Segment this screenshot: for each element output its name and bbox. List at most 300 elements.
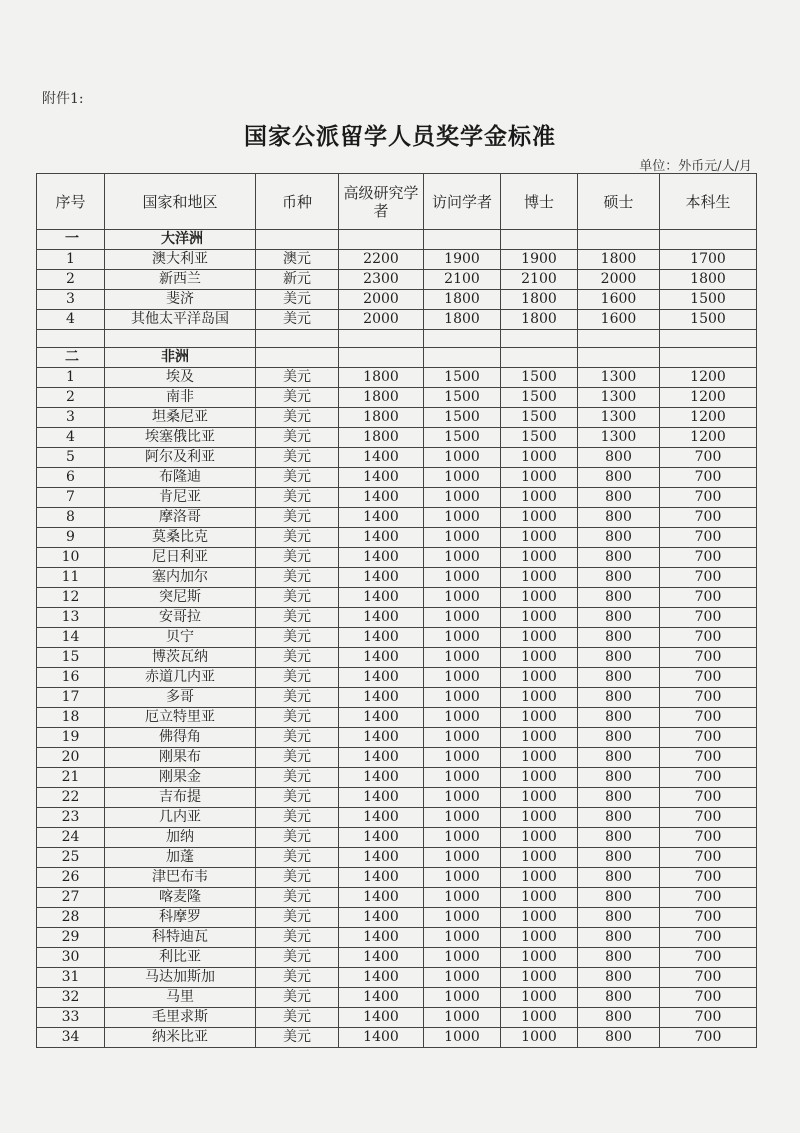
row-no: 17 xyxy=(37,688,105,708)
row-senior-scholar: 1400 xyxy=(339,728,424,748)
row-phd: 1000 xyxy=(501,708,578,728)
row-country: 津巴布韦 xyxy=(105,868,256,888)
row-visiting-scholar: 1000 xyxy=(424,948,501,968)
row-country: 阿尔及利亚 xyxy=(105,448,256,468)
table-row xyxy=(37,368,757,388)
row-currency: 美元 xyxy=(256,528,339,548)
row-undergrad: 1500 xyxy=(660,290,757,310)
row-currency: 美元 xyxy=(256,388,339,408)
row-currency: 美元 xyxy=(256,988,339,1008)
row-phd: 1000 xyxy=(501,468,578,488)
row-visiting-scholar: 1000 xyxy=(424,868,501,888)
row-no: 3 xyxy=(37,290,105,310)
row-undergrad: 1200 xyxy=(660,368,757,388)
row-senior-scholar: 1400 xyxy=(339,748,424,768)
row-undergrad: 700 xyxy=(660,628,757,648)
row-master: 800 xyxy=(578,468,660,488)
row-currency: 美元 xyxy=(256,728,339,748)
row-undergrad: 700 xyxy=(660,728,757,748)
row-country: 加纳 xyxy=(105,828,256,848)
row-visiting-scholar: 1000 xyxy=(424,568,501,588)
row-visiting-scholar: 1000 xyxy=(424,708,501,728)
empty-cell xyxy=(339,330,424,348)
table-row xyxy=(37,588,757,608)
row-phd: 1500 xyxy=(501,428,578,448)
empty-cell xyxy=(256,348,339,368)
row-no: 28 xyxy=(37,908,105,928)
row-undergrad: 700 xyxy=(660,668,757,688)
row-visiting-scholar: 1000 xyxy=(424,768,501,788)
row-senior-scholar: 1400 xyxy=(339,448,424,468)
table-row xyxy=(37,528,757,548)
empty-cell xyxy=(339,348,424,368)
row-master: 1600 xyxy=(578,290,660,310)
row-master: 800 xyxy=(578,728,660,748)
row-country: 南非 xyxy=(105,388,256,408)
row-no: 23 xyxy=(37,808,105,828)
row-master: 800 xyxy=(578,528,660,548)
row-country: 佛得角 xyxy=(105,728,256,748)
section-number: 二 xyxy=(37,348,105,368)
row-currency: 美元 xyxy=(256,488,339,508)
table-body xyxy=(37,230,757,1048)
row-currency: 美元 xyxy=(256,408,339,428)
row-currency: 美元 xyxy=(256,968,339,988)
row-senior-scholar: 1400 xyxy=(339,508,424,528)
row-phd: 1000 xyxy=(501,488,578,508)
row-undergrad: 700 xyxy=(660,588,757,608)
row-no: 22 xyxy=(37,788,105,808)
row-undergrad: 700 xyxy=(660,448,757,468)
row-undergrad: 700 xyxy=(660,528,757,548)
row-no: 8 xyxy=(37,508,105,528)
row-no: 18 xyxy=(37,708,105,728)
row-senior-scholar: 1400 xyxy=(339,708,424,728)
row-master: 1300 xyxy=(578,368,660,388)
row-undergrad: 700 xyxy=(660,768,757,788)
row-master: 800 xyxy=(578,748,660,768)
row-senior-scholar: 1400 xyxy=(339,888,424,908)
table-row xyxy=(37,948,757,968)
row-master: 800 xyxy=(578,868,660,888)
scholarship-table xyxy=(36,173,757,1048)
col-header-master: 硕士 xyxy=(578,174,660,230)
row-currency: 美元 xyxy=(256,548,339,568)
row-visiting-scholar: 1000 xyxy=(424,1008,501,1028)
row-no: 4 xyxy=(37,428,105,448)
row-master: 800 xyxy=(578,908,660,928)
row-visiting-scholar: 1000 xyxy=(424,648,501,668)
row-senior-scholar: 2200 xyxy=(339,250,424,270)
row-phd: 1000 xyxy=(501,948,578,968)
row-master: 1300 xyxy=(578,388,660,408)
row-country: 马里 xyxy=(105,988,256,1008)
row-currency: 美元 xyxy=(256,368,339,388)
row-country: 塞内加尔 xyxy=(105,568,256,588)
row-senior-scholar: 1400 xyxy=(339,608,424,628)
row-country: 马达加斯加 xyxy=(105,968,256,988)
row-phd: 1500 xyxy=(501,408,578,428)
row-phd: 1500 xyxy=(501,368,578,388)
row-no: 30 xyxy=(37,948,105,968)
row-phd: 1000 xyxy=(501,928,578,948)
table-row xyxy=(37,648,757,668)
row-currency: 美元 xyxy=(256,748,339,768)
row-undergrad: 700 xyxy=(660,468,757,488)
row-no: 4 xyxy=(37,310,105,330)
row-no: 27 xyxy=(37,888,105,908)
table-row xyxy=(37,468,757,488)
row-phd: 1800 xyxy=(501,310,578,330)
row-visiting-scholar: 1000 xyxy=(424,488,501,508)
row-undergrad: 700 xyxy=(660,908,757,928)
row-undergrad: 700 xyxy=(660,568,757,588)
row-currency: 美元 xyxy=(256,928,339,948)
row-currency: 美元 xyxy=(256,468,339,488)
row-undergrad: 1200 xyxy=(660,408,757,428)
table-row xyxy=(37,608,757,628)
row-phd: 1000 xyxy=(501,848,578,868)
row-master: 800 xyxy=(578,488,660,508)
row-currency: 美元 xyxy=(256,768,339,788)
table-row xyxy=(37,788,757,808)
row-master: 800 xyxy=(578,768,660,788)
row-senior-scholar: 1400 xyxy=(339,528,424,548)
table-row xyxy=(37,808,757,828)
section-row xyxy=(37,348,757,368)
row-senior-scholar: 1400 xyxy=(339,668,424,688)
table-row xyxy=(37,968,757,988)
row-no: 7 xyxy=(37,488,105,508)
row-senior-scholar: 1400 xyxy=(339,548,424,568)
row-no: 10 xyxy=(37,548,105,568)
table-row xyxy=(37,388,757,408)
row-undergrad: 1800 xyxy=(660,270,757,290)
row-undergrad: 700 xyxy=(660,488,757,508)
row-no: 11 xyxy=(37,568,105,588)
row-phd: 1000 xyxy=(501,608,578,628)
row-country: 布隆迪 xyxy=(105,468,256,488)
row-visiting-scholar: 1000 xyxy=(424,1028,501,1048)
row-currency: 美元 xyxy=(256,868,339,888)
row-currency: 美元 xyxy=(256,310,339,330)
row-country: 毛里求斯 xyxy=(105,1008,256,1028)
row-undergrad: 700 xyxy=(660,608,757,628)
row-visiting-scholar: 1000 xyxy=(424,608,501,628)
row-senior-scholar: 1400 xyxy=(339,868,424,888)
row-master: 800 xyxy=(578,548,660,568)
table-header-row xyxy=(37,174,757,230)
row-no: 1 xyxy=(37,368,105,388)
row-master: 800 xyxy=(578,1028,660,1048)
row-undergrad: 700 xyxy=(660,688,757,708)
row-undergrad: 700 xyxy=(660,928,757,948)
row-master: 800 xyxy=(578,888,660,908)
row-phd: 1000 xyxy=(501,668,578,688)
row-no: 14 xyxy=(37,628,105,648)
row-country: 喀麦隆 xyxy=(105,888,256,908)
row-master: 800 xyxy=(578,508,660,528)
empty-cell xyxy=(424,330,501,348)
col-header-currency: 币种 xyxy=(256,174,339,230)
row-country: 利比亚 xyxy=(105,948,256,968)
row-visiting-scholar: 1000 xyxy=(424,928,501,948)
row-country: 厄立特里亚 xyxy=(105,708,256,728)
row-senior-scholar: 1400 xyxy=(339,1008,424,1028)
row-visiting-scholar: 1500 xyxy=(424,408,501,428)
row-undergrad: 700 xyxy=(660,968,757,988)
row-senior-scholar: 1400 xyxy=(339,948,424,968)
row-senior-scholar: 1400 xyxy=(339,988,424,1008)
row-undergrad: 700 xyxy=(660,708,757,728)
row-phd: 1000 xyxy=(501,968,578,988)
row-undergrad: 700 xyxy=(660,648,757,668)
row-senior-scholar: 1400 xyxy=(339,788,424,808)
row-master: 1800 xyxy=(578,250,660,270)
row-no: 15 xyxy=(37,648,105,668)
empty-cell xyxy=(501,330,578,348)
table-row xyxy=(37,250,757,270)
row-undergrad: 700 xyxy=(660,508,757,528)
empty-cell xyxy=(660,330,757,348)
row-phd: 1000 xyxy=(501,528,578,548)
row-visiting-scholar: 1000 xyxy=(424,688,501,708)
row-visiting-scholar: 1000 xyxy=(424,628,501,648)
empty-cell xyxy=(256,330,339,348)
row-currency: 美元 xyxy=(256,1008,339,1028)
table-row xyxy=(37,310,757,330)
col-header-country: 国家和地区 xyxy=(105,174,256,230)
row-phd: 1000 xyxy=(501,508,578,528)
row-currency: 美元 xyxy=(256,908,339,928)
table-row xyxy=(37,408,757,428)
row-currency: 美元 xyxy=(256,888,339,908)
row-master: 2000 xyxy=(578,270,660,290)
row-phd: 1900 xyxy=(501,250,578,270)
table-row xyxy=(37,428,757,448)
row-senior-scholar: 1800 xyxy=(339,388,424,408)
row-phd: 1000 xyxy=(501,868,578,888)
table-row xyxy=(37,928,757,948)
row-country: 纳米比亚 xyxy=(105,1028,256,1048)
row-senior-scholar: 1400 xyxy=(339,628,424,648)
table-row xyxy=(37,548,757,568)
row-no: 13 xyxy=(37,608,105,628)
row-currency: 美元 xyxy=(256,808,339,828)
row-currency: 美元 xyxy=(256,568,339,588)
row-no: 26 xyxy=(37,868,105,888)
row-senior-scholar: 1400 xyxy=(339,928,424,948)
row-no: 25 xyxy=(37,848,105,868)
row-phd: 1000 xyxy=(501,768,578,788)
table-row xyxy=(37,868,757,888)
row-senior-scholar: 1400 xyxy=(339,688,424,708)
row-senior-scholar: 1400 xyxy=(339,1028,424,1048)
row-master: 800 xyxy=(578,448,660,468)
table-row xyxy=(37,768,757,788)
row-no: 24 xyxy=(37,828,105,848)
row-visiting-scholar: 1000 xyxy=(424,668,501,688)
row-country: 吉布提 xyxy=(105,788,256,808)
table-row xyxy=(37,848,757,868)
row-master: 800 xyxy=(578,1008,660,1028)
row-undergrad: 1500 xyxy=(660,310,757,330)
row-phd: 1000 xyxy=(501,728,578,748)
row-currency: 美元 xyxy=(256,448,339,468)
row-senior-scholar: 1400 xyxy=(339,968,424,988)
row-phd: 1000 xyxy=(501,908,578,928)
table-row xyxy=(37,290,757,310)
row-master: 800 xyxy=(578,788,660,808)
table-row xyxy=(37,728,757,748)
row-visiting-scholar: 1500 xyxy=(424,428,501,448)
row-visiting-scholar: 1000 xyxy=(424,448,501,468)
row-phd: 1000 xyxy=(501,888,578,908)
empty-cell xyxy=(660,230,757,250)
row-master: 800 xyxy=(578,848,660,868)
row-no: 19 xyxy=(37,728,105,748)
row-currency: 美元 xyxy=(256,628,339,648)
row-senior-scholar: 1400 xyxy=(339,848,424,868)
row-senior-scholar: 2300 xyxy=(339,270,424,290)
row-senior-scholar: 1800 xyxy=(339,408,424,428)
row-visiting-scholar: 1000 xyxy=(424,788,501,808)
row-no: 21 xyxy=(37,768,105,788)
row-visiting-scholar: 1000 xyxy=(424,468,501,488)
row-phd: 1000 xyxy=(501,548,578,568)
row-undergrad: 700 xyxy=(660,748,757,768)
row-currency: 美元 xyxy=(256,668,339,688)
empty-cell xyxy=(578,230,660,250)
empty-cell xyxy=(578,330,660,348)
empty-cell xyxy=(256,230,339,250)
row-no: 6 xyxy=(37,468,105,488)
row-country: 肯尼亚 xyxy=(105,488,256,508)
row-master: 800 xyxy=(578,668,660,688)
row-currency: 美元 xyxy=(256,648,339,668)
row-no: 31 xyxy=(37,968,105,988)
row-undergrad: 700 xyxy=(660,788,757,808)
row-undergrad: 700 xyxy=(660,1008,757,1028)
row-country: 刚果金 xyxy=(105,768,256,788)
row-master: 800 xyxy=(578,708,660,728)
empty-cell xyxy=(424,348,501,368)
row-currency: 美元 xyxy=(256,848,339,868)
section-number: 一 xyxy=(37,230,105,250)
row-phd: 1000 xyxy=(501,988,578,1008)
row-no: 20 xyxy=(37,748,105,768)
row-country: 刚果布 xyxy=(105,748,256,768)
row-senior-scholar: 1400 xyxy=(339,648,424,668)
row-visiting-scholar: 1000 xyxy=(424,968,501,988)
row-senior-scholar: 1400 xyxy=(339,588,424,608)
row-currency: 美元 xyxy=(256,290,339,310)
table-row xyxy=(37,988,757,1008)
row-no: 29 xyxy=(37,928,105,948)
row-country: 几内亚 xyxy=(105,808,256,828)
empty-cell xyxy=(37,330,105,348)
col-header-undergrad: 本科生 xyxy=(660,174,757,230)
row-master: 800 xyxy=(578,628,660,648)
row-undergrad: 700 xyxy=(660,948,757,968)
row-country: 科特迪瓦 xyxy=(105,928,256,948)
section-row xyxy=(37,230,757,250)
row-country: 莫桑比克 xyxy=(105,528,256,548)
row-master: 800 xyxy=(578,948,660,968)
row-country: 贝宁 xyxy=(105,628,256,648)
row-visiting-scholar: 1000 xyxy=(424,728,501,748)
row-country: 新西兰 xyxy=(105,270,256,290)
row-master: 800 xyxy=(578,988,660,1008)
row-visiting-scholar: 1000 xyxy=(424,888,501,908)
row-master: 800 xyxy=(578,648,660,668)
row-phd: 1000 xyxy=(501,448,578,468)
row-visiting-scholar: 1000 xyxy=(424,528,501,548)
empty-cell xyxy=(501,348,578,368)
row-phd: 1000 xyxy=(501,828,578,848)
table-row xyxy=(37,508,757,528)
row-visiting-scholar: 1000 xyxy=(424,548,501,568)
empty-cell xyxy=(501,230,578,250)
row-phd: 1800 xyxy=(501,290,578,310)
row-currency: 美元 xyxy=(256,708,339,728)
row-currency: 美元 xyxy=(256,688,339,708)
row-master: 800 xyxy=(578,968,660,988)
row-country: 安哥拉 xyxy=(105,608,256,628)
row-phd: 1000 xyxy=(501,1008,578,1028)
attachment-label: 附件1: xyxy=(42,91,84,107)
table-row xyxy=(37,628,757,648)
table-row xyxy=(37,888,757,908)
table-row xyxy=(37,488,757,508)
row-undergrad: 700 xyxy=(660,808,757,828)
table-row xyxy=(37,708,757,728)
row-senior-scholar: 1800 xyxy=(339,428,424,448)
document-title: 国家公派留学人员奖学金标准 xyxy=(244,123,556,150)
row-undergrad: 700 xyxy=(660,988,757,1008)
row-master: 800 xyxy=(578,808,660,828)
unit-label: 单位：外币元/人/月 xyxy=(639,159,752,174)
empty-cell xyxy=(578,348,660,368)
row-currency: 美元 xyxy=(256,948,339,968)
row-currency: 新元 xyxy=(256,270,339,290)
row-currency: 美元 xyxy=(256,508,339,528)
row-senior-scholar: 1400 xyxy=(339,908,424,928)
row-undergrad: 1200 xyxy=(660,388,757,408)
table-row xyxy=(37,688,757,708)
table-row xyxy=(37,1028,757,1048)
row-visiting-scholar: 1900 xyxy=(424,250,501,270)
row-phd: 1000 xyxy=(501,588,578,608)
row-no: 9 xyxy=(37,528,105,548)
row-master: 800 xyxy=(578,608,660,628)
row-master: 1300 xyxy=(578,408,660,428)
row-country: 斐济 xyxy=(105,290,256,310)
row-visiting-scholar: 1500 xyxy=(424,388,501,408)
row-currency: 美元 xyxy=(256,588,339,608)
row-currency: 美元 xyxy=(256,788,339,808)
row-senior-scholar: 2000 xyxy=(339,290,424,310)
row-phd: 1000 xyxy=(501,628,578,648)
row-currency: 美元 xyxy=(256,608,339,628)
row-no: 16 xyxy=(37,668,105,688)
row-phd: 1000 xyxy=(501,568,578,588)
row-senior-scholar: 1400 xyxy=(339,768,424,788)
row-country: 赤道几内亚 xyxy=(105,668,256,688)
row-undergrad: 700 xyxy=(660,888,757,908)
table-row xyxy=(37,908,757,928)
row-senior-scholar: 1400 xyxy=(339,468,424,488)
